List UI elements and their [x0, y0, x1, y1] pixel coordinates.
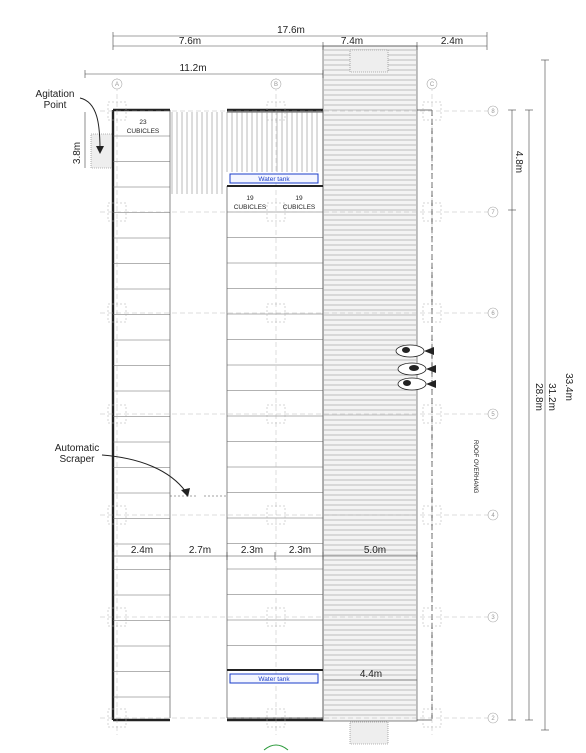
- left-cubicle-count: 19: [246, 195, 254, 202]
- water-tank-label: Water tank: [258, 676, 290, 683]
- water-tank-label: Water tank: [258, 176, 290, 183]
- feed-depth-label: 4.4m: [359, 669, 383, 680]
- agitation-callout-line1: Agitation: [35, 89, 75, 100]
- grid-row-label: 3: [491, 615, 495, 621]
- slurry-pit-top: [350, 50, 388, 72]
- left-cubicle-label: CUBICLES: [233, 204, 267, 211]
- scraper-callout-line2: Scraper: [59, 454, 95, 465]
- cubicle-rows: [113, 136, 323, 697]
- grid-column-label: C: [429, 82, 435, 88]
- scraper-callout-line1: Automatic: [54, 443, 100, 454]
- bay-length-label: 4.8m: [513, 150, 524, 174]
- grid-row-label: 6: [491, 311, 495, 317]
- grid-column-label: B: [273, 82, 279, 88]
- grid-row-label: 5: [491, 412, 495, 418]
- cow-icon: [398, 363, 436, 375]
- grid-column-label: A: [114, 82, 120, 88]
- water-tank-north: [227, 174, 323, 186]
- section-width-label: 5.0m: [363, 545, 387, 556]
- gate-arc-icon: [264, 745, 288, 750]
- section-width-label: 2.3m: [288, 545, 312, 556]
- section-width-label: 2.3m: [240, 545, 264, 556]
- length-label: 31.2m: [546, 383, 557, 411]
- cow-icon: [396, 345, 434, 357]
- total-width-label: 17.6m: [277, 25, 305, 36]
- partial-width-label: 11.2m: [179, 63, 207, 74]
- width-part-label: 2.4m: [440, 36, 464, 47]
- agitation-pit: [91, 134, 113, 168]
- cow-icon: [398, 378, 436, 390]
- right-cubicle-count: 19: [295, 195, 303, 202]
- top-dimensions: [85, 32, 487, 78]
- scraper-arrow: [102, 455, 186, 492]
- section-width-label: 2.7m: [188, 545, 212, 556]
- grid-row-label: 7: [491, 210, 495, 216]
- grid-row-label: 2: [491, 716, 495, 722]
- width-part-label: 7.6m: [178, 36, 202, 47]
- width-part-label: 7.4m: [340, 36, 364, 47]
- water-tank-south: [227, 670, 323, 683]
- slurry-pit-bottom: [350, 722, 388, 744]
- cow-group: [396, 345, 436, 390]
- right-cubicle-label: CUBICLES: [282, 204, 316, 211]
- scraper-arrowhead: [181, 488, 190, 497]
- agitation-depth-label: 3.8m: [72, 141, 83, 165]
- length-label: 33.4m: [563, 373, 574, 401]
- north-cubicle-count: 23: [139, 119, 147, 126]
- north-cubicle-label: CUBICLES: [126, 128, 160, 135]
- grid-row-label: 4: [491, 513, 495, 519]
- grid-row-label: 8: [491, 109, 495, 115]
- roof-overhang-label: ROOF OVERHANG: [472, 440, 478, 494]
- section-width-label: 2.4m: [130, 545, 154, 556]
- agitation-callout-line2: Point: [43, 100, 67, 111]
- length-label: 28.8m: [533, 383, 544, 411]
